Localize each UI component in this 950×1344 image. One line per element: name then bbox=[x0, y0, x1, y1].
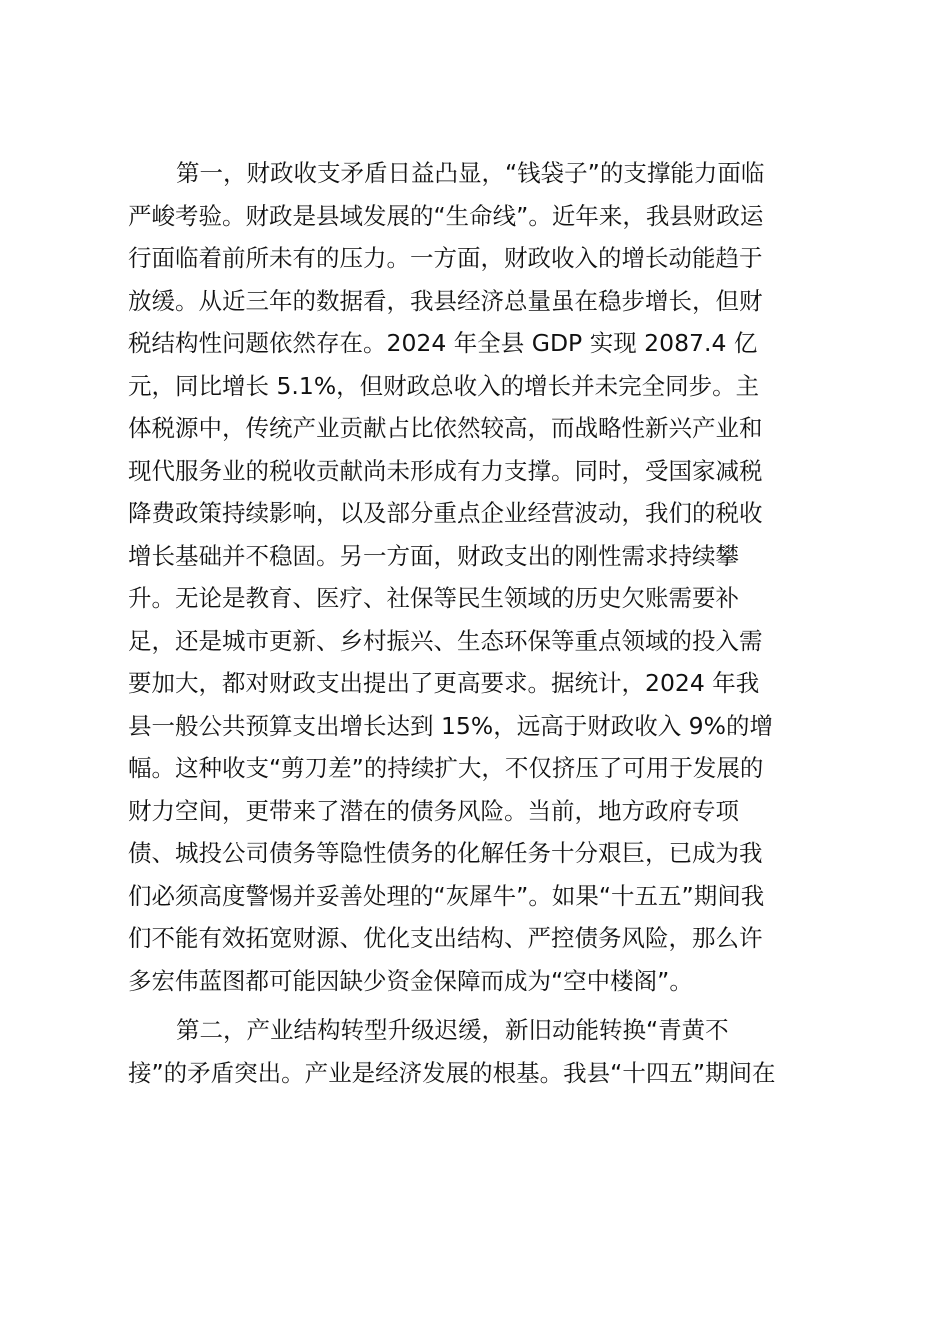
text-line: 元，同比增长 5.1%，但财政总收入的增长并未完全同步。主 bbox=[128, 371, 760, 400]
text-line: 放缓。从近三年的数据看，我县经济总量虽在稳步增长，但财 bbox=[128, 286, 763, 315]
text-line: 第一，财政收支矛盾日益凸显，“钱袋子”的支撑能力面临 bbox=[176, 159, 765, 187]
text-line: 县一般公共预算支出增长达到 15%，远高于财政收入 9%的增 bbox=[128, 711, 773, 740]
text-line: 要加大，都对财政支出提出了更高要求。据统计，2024 年我 bbox=[128, 669, 760, 697]
body-text bbox=[128, 152, 828, 1094]
text-line: 接”的矛盾突出。产业是经济发展的根基。我县“十四五”期间在 bbox=[128, 1058, 776, 1087]
text-line: 足，还是城市更新、乡村振兴、生态环保等重点领域的投入需 bbox=[128, 626, 763, 655]
text-line: 降费政策持续影响，以及部分重点企业经营波动，我们的税收 bbox=[128, 499, 763, 527]
text-line: 幅。这种收支“剪刀差”的持续扩大，不仅挤压了可用于发展的 bbox=[128, 754, 764, 782]
text-line: 升。无论是教育、医疗、社保等民生领域的历史欠账需要补 bbox=[128, 584, 739, 612]
paragraph-gap bbox=[128, 1002, 828, 1009]
text-line: 行面临着前所未有的压力。一方面，财政收入的增长动能趋于 bbox=[128, 244, 763, 272]
text-line: 们必须高度警惕并妥善处理的“灰犀牛”。如果“十五五”期间我 bbox=[128, 881, 765, 910]
text-line: 税结构性问题依然存在。2024 年全县 GDP 实现 2087.4 亿 bbox=[128, 329, 758, 357]
text-line: 增长基础并不稳固。另一方面，财政支出的刚性需求持续攀 bbox=[128, 541, 739, 570]
text-line: 多宏伟蓝图都可能因缺少资金保障而成为“空中楼阁”。 bbox=[128, 966, 693, 995]
text-line: 们不能有效拓宽财源、优化支出结构、严控债务风险，那么许 bbox=[128, 924, 763, 952]
text-line: 债、城投公司债务等隐性债务的化解任务十分艰巨，已成为我 bbox=[128, 839, 763, 867]
text-line: 体税源中，传统产业贡献占比依然较高，而战略性新兴产业和 bbox=[128, 414, 763, 442]
paragraph-2 bbox=[128, 1009, 828, 1094]
text-line: 严峻考验。财政是县域发展的“生命线”。近年来，我县财政运 bbox=[128, 201, 764, 230]
text-line: 财力空间，更带来了潜在的债务风险。当前，地方政府专项 bbox=[128, 796, 739, 825]
paragraph-1 bbox=[128, 152, 828, 1002]
text-line: 第二，产业结构转型升级迟缓，新旧动能转换“青黄不 bbox=[176, 1016, 729, 1044]
text-line: 现代服务业的税收贡献尚未形成有力支撑。同时，受国家减税 bbox=[128, 456, 763, 485]
